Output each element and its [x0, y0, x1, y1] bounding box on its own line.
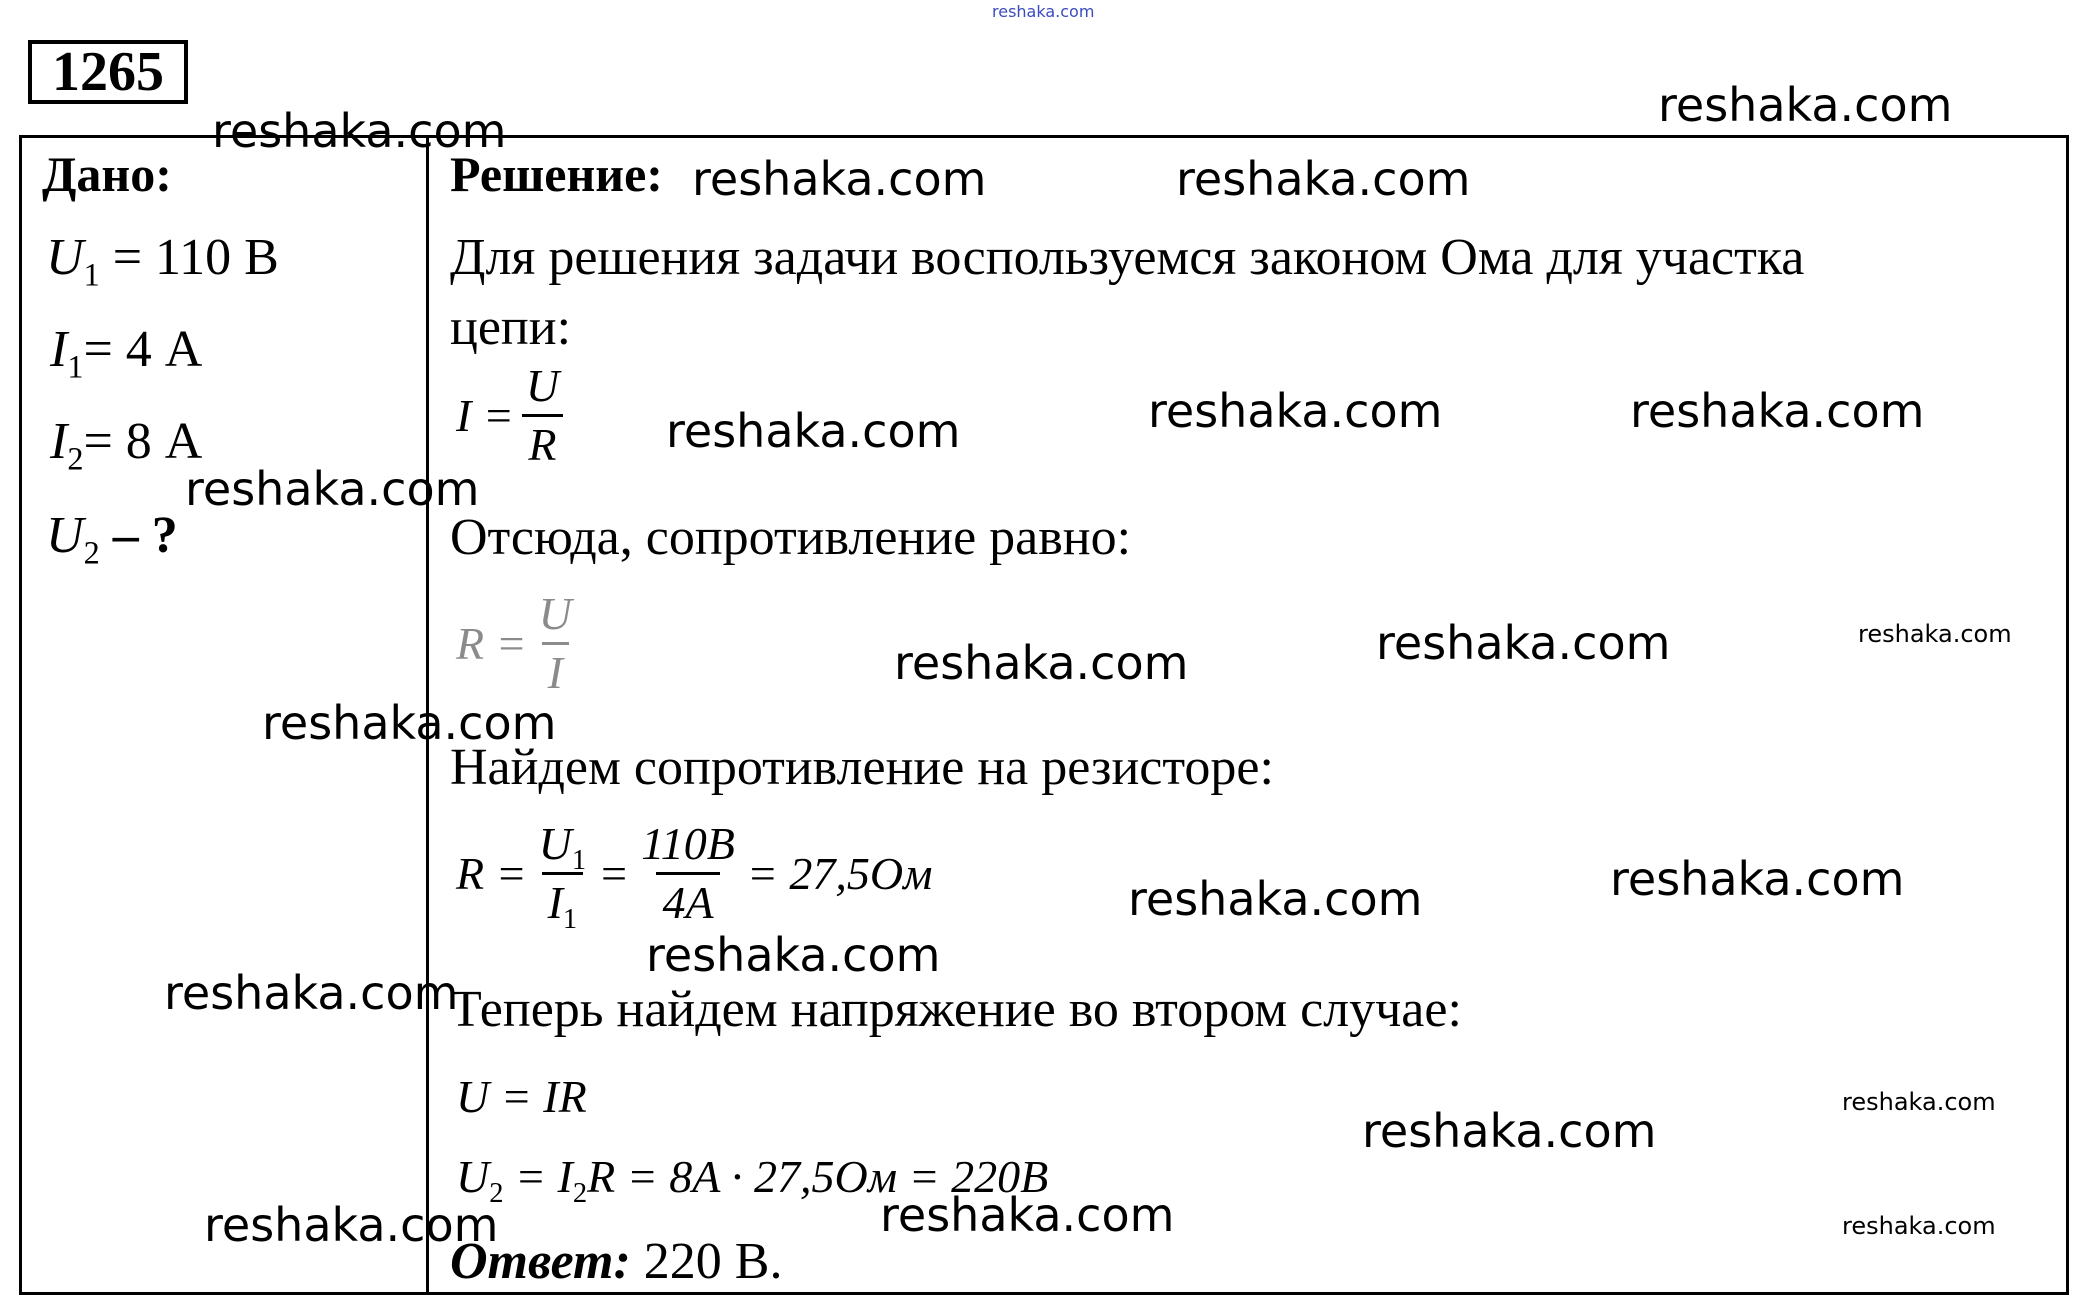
- find-resistance-text: Найдем сопротивление на резисторе:: [450, 739, 1274, 796]
- fraction-110b-over-4a: $\frac{110B}{4A}$: [641, 818, 735, 929]
- watermark: reshaka.com: [1376, 616, 1671, 670]
- watermark: reshaka.com: [1658, 78, 1953, 132]
- solution-heading: Решение:: [450, 146, 663, 202]
- given-item-u1: $U_1 = 110$ В: [46, 229, 279, 293]
- given-heading: Дано:: [42, 146, 172, 202]
- watermark: reshaka.com: [646, 928, 941, 982]
- watermark: reshaka.com: [164, 966, 459, 1020]
- given-item-u2-unknown: $U_2$ – ?: [46, 507, 178, 571]
- answer-label: Ответ:: [450, 1233, 631, 1290]
- watermark-small: reshaka.com: [1858, 620, 2012, 648]
- watermark: reshaka.com: [666, 404, 961, 458]
- watermark-top: reshaka.com: [992, 2, 1095, 21]
- voltage-formula: U = IR: [456, 1071, 587, 1122]
- intro-line-1: Для решения задачи воспользуемся законом Ома для участка: [450, 229, 1805, 286]
- problem-number: 1265: [28, 40, 188, 104]
- answer-value: 220 В.: [630, 1233, 783, 1290]
- watermark: reshaka.com: [185, 462, 480, 516]
- watermark: reshaka.com: [1148, 384, 1443, 438]
- given-item-i1: $I_1= 4$ А: [50, 321, 203, 385]
- watermark: reshaka.com: [262, 696, 557, 750]
- resistance-formula: R = $\frac{U}{I}$: [456, 590, 584, 698]
- watermark: reshaka.com: [1176, 152, 1471, 206]
- voltage2-calculation: $U_2 = I_2R = 8A \cdot 27,5Ом = 220B$: [456, 1151, 1049, 1209]
- watermark: reshaka.com: [1362, 1104, 1657, 1158]
- answer-line: [450, 1232, 782, 1291]
- watermark: reshaka.com: [1128, 872, 1423, 926]
- watermark-small: reshaka.com: [1842, 1088, 1996, 1116]
- resistance-calculation: R = $\frac{U_1}{I_1}$ = $\frac{110B}{4A}$ = 27,5Ом: [456, 818, 933, 936]
- watermark: reshaka.com: [692, 152, 987, 206]
- watermark: reshaka.com: [204, 1198, 499, 1252]
- intro-line-2: цепи:: [450, 299, 572, 356]
- fraction-u-over-r: $\frac{U}{R}$: [520, 362, 565, 470]
- fraction-u1-over-i1: $\frac{U_1}{I_1}$: [538, 818, 587, 936]
- fraction-u-over-i: $\frac{U}{I}$: [538, 588, 572, 699]
- watermark: reshaka.com: [1610, 852, 1905, 906]
- find-voltage-text: Теперь найдем напряжение во втором случае:: [450, 981, 1462, 1038]
- resistance-text: Отсюда, сопротивление равно:: [450, 509, 1132, 566]
- watermark: reshaka.com: [880, 1188, 1175, 1242]
- watermark-small: reshaka.com: [1842, 1212, 1996, 1240]
- given-item-i2: $I_2= 8$ А: [50, 413, 203, 477]
- watermark: reshaka.com: [212, 104, 507, 158]
- watermark: reshaka.com: [894, 636, 1189, 690]
- ohm-law-formula: I = $\frac{U}{R}$: [456, 362, 571, 470]
- watermark: reshaka.com: [1630, 384, 1925, 438]
